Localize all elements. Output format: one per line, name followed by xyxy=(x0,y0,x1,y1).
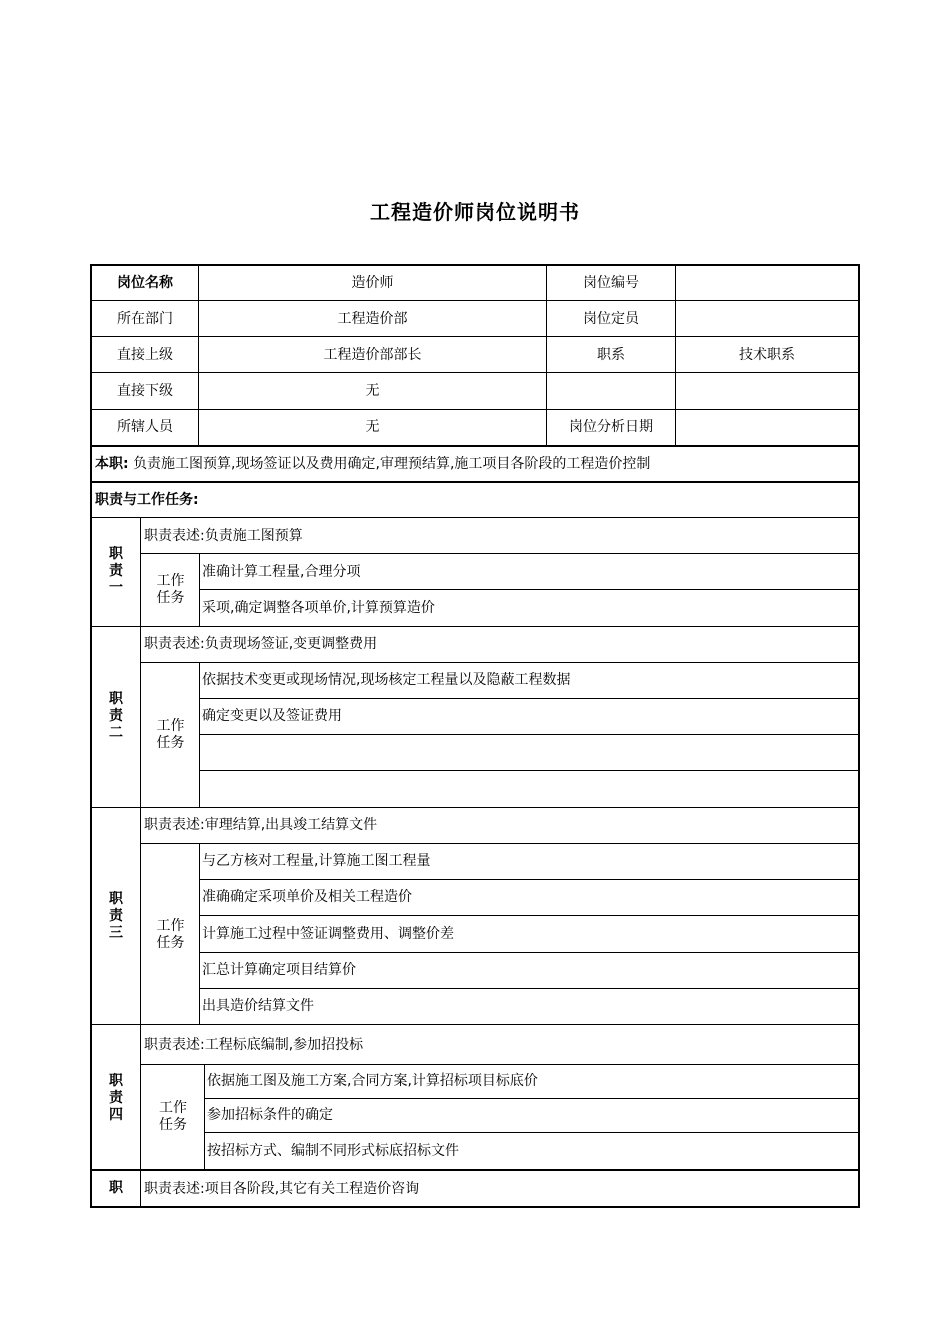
duty-3-task-label: 工作 任务 xyxy=(156,918,185,951)
page-title: 工程造价师岗位说明书 xyxy=(370,200,580,224)
row-line xyxy=(90,409,860,410)
duty-3-task-2: 准确确定采项单价及相关工程造价 xyxy=(202,889,412,905)
duty-4-task-2: 参加招标条件的确定 xyxy=(207,1107,333,1123)
row-line xyxy=(199,879,859,880)
row-line xyxy=(199,770,859,771)
duty-2-label: 职 责 二 xyxy=(109,691,123,741)
duty-3-label: 职 责 三 xyxy=(109,891,123,941)
row-line xyxy=(199,915,859,916)
duty-3-task-3: 计算施工过程中签证调整费用、调整价差 xyxy=(202,926,454,942)
label-supervisor: 直接上级 xyxy=(117,347,173,363)
row-line xyxy=(90,481,860,483)
duty-4-task-1: 依据施工图及施工方案,合同方案,计算招标项目标底价 xyxy=(207,1073,538,1089)
duty-1-description: 职责表述:负责施工图预算 xyxy=(144,528,303,544)
row-line xyxy=(90,372,860,373)
duty-3-description: 职责表述:审理结算,出具竣工结算文件 xyxy=(144,817,378,833)
row-line xyxy=(199,698,859,699)
label-analysis-date: 岗位分析日期 xyxy=(569,419,653,435)
row-line xyxy=(140,662,859,663)
table-border-right xyxy=(858,264,860,1208)
label-department: 所在部门 xyxy=(117,311,173,327)
row-line xyxy=(199,734,859,735)
duty-2-description: 职责表述:负责现场签证,变更调整费用 xyxy=(144,636,378,652)
row-line xyxy=(90,336,860,337)
value-supervisor: 工程造价部部长 xyxy=(323,347,422,363)
duty-2-task-2: 确定变更以及签证费用 xyxy=(202,708,342,724)
duties-header: 职责与工作任务: xyxy=(95,492,199,508)
task-col-line xyxy=(199,843,200,1025)
section-divider xyxy=(90,445,860,447)
label-subordinate: 直接下级 xyxy=(117,383,173,399)
label-headcount: 岗位定员 xyxy=(583,311,639,327)
row-line xyxy=(204,1098,859,1099)
duty-summary-label: 本职: xyxy=(95,456,129,472)
value-subordinate: 无 xyxy=(365,383,380,399)
duty-3-task-4: 汇总计算确定项目结算价 xyxy=(202,962,356,978)
duty-3-task-5: 出具造价结算文件 xyxy=(202,998,314,1014)
row-line xyxy=(199,988,859,989)
value-staff: 无 xyxy=(365,419,380,435)
duty-3-task-1: 与乙方核对工程量,计算施工图工程量 xyxy=(202,853,431,869)
row-line xyxy=(199,553,859,554)
duty-separator xyxy=(90,1024,860,1025)
duty-1-task-label: 工作 任务 xyxy=(156,573,185,606)
duty-1-label: 职 责 一 xyxy=(109,546,123,596)
label-position-code: 岗位编号 xyxy=(583,275,639,291)
duty-2-task-label: 工作 任务 xyxy=(156,718,185,751)
duty-4-description: 职责表述:工程标底编制,参加招投标 xyxy=(144,1037,364,1053)
table-border-bottom xyxy=(90,1206,860,1208)
duty-1-task-1: 准确计算工程量,合理分项 xyxy=(202,564,361,580)
duty-summary-text: 负责施工图预算,现场签证以及费用确定,审理预结算,施工项目各阶段的工程造价控制 xyxy=(133,456,651,472)
row-line xyxy=(199,589,859,590)
duty-4-label: 职 责 四 xyxy=(109,1073,123,1123)
label-position-name: 岗位名称 xyxy=(117,275,173,291)
duty-separator xyxy=(90,626,860,627)
table-border-left xyxy=(90,264,92,1208)
row-line xyxy=(90,300,860,301)
task-label-col-line xyxy=(140,553,200,554)
duty-4-task-label: 工作 任务 xyxy=(159,1100,187,1133)
duty-separator xyxy=(90,1169,860,1171)
row-line xyxy=(199,952,859,953)
duty-5-description: 职责表述:项目各阶段,其它有关工程造价咨询 xyxy=(144,1181,420,1197)
value-department: 工程造价部 xyxy=(337,311,408,327)
duty-separator xyxy=(90,807,860,808)
duty-1-task-2: 采项,确定调整各项单价,计算预算造价 xyxy=(202,600,435,616)
row-line xyxy=(140,843,859,844)
row-line xyxy=(140,1064,859,1065)
label-job-family: 职系 xyxy=(597,347,625,363)
duty-4-task-3: 按招标方式、编制不同形式标底招标文件 xyxy=(207,1143,459,1159)
task-col-line xyxy=(204,1064,205,1170)
label-staff: 所辖人员 xyxy=(117,419,173,435)
row-line xyxy=(90,517,860,518)
duty-label-col-line xyxy=(140,517,141,1207)
value-job-family: 技术职系 xyxy=(739,347,795,363)
row-line xyxy=(204,1132,859,1133)
table-border-top xyxy=(90,264,860,266)
value-position-name: 造价师 xyxy=(351,275,394,291)
duty-summary xyxy=(95,455,650,473)
duty-2-task-1: 依据技术变更或现场情况,现场核定工程量以及隐蔽工程数据 xyxy=(202,672,571,688)
duty-5-label: 职 xyxy=(109,1180,123,1196)
